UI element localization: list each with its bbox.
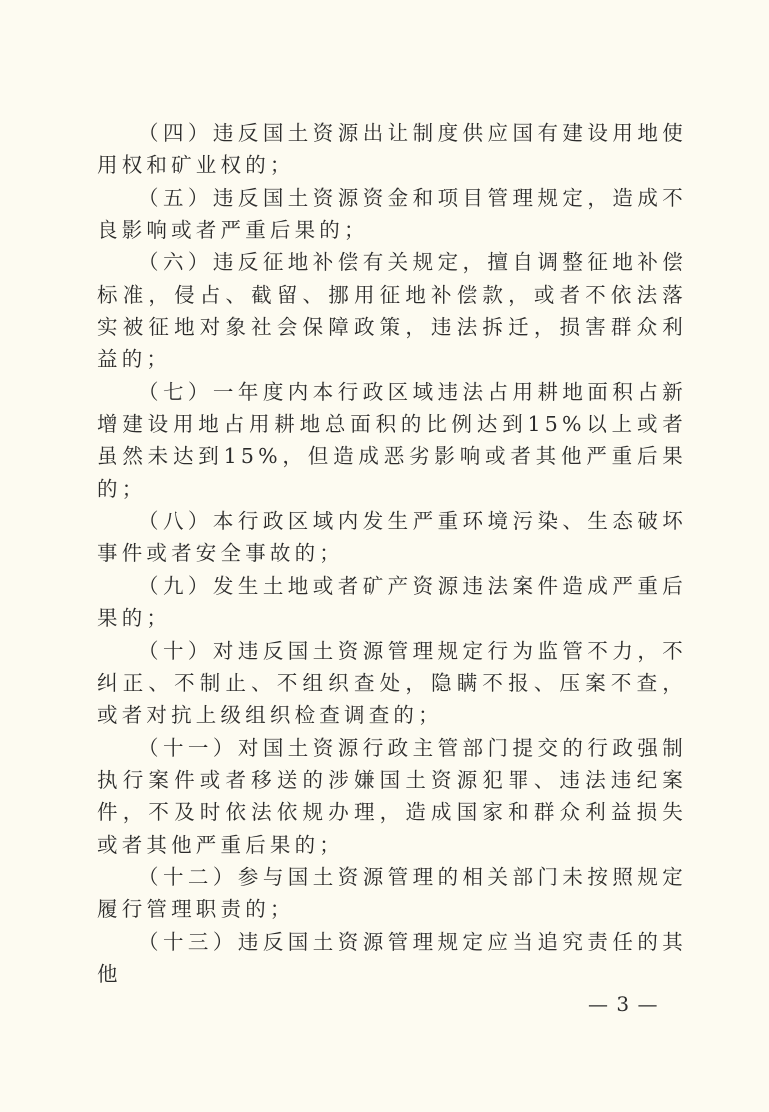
paragraph-item-10: （十）对违反国土资源管理规定行为监管不力，不纠正、不制止、不组织查处，隐瞒不报、压案不查，或者对抗上级组织检查调查的； <box>97 638 687 728</box>
paragraph-item-7: （七）一年度内本行政区域违法占用耕地面积占新增建设用地占用耕地总面积的比例达到15%以上或者虽然未达到15%，但造成恶劣影响或者其他严重后果的； <box>97 379 687 501</box>
paragraph-item-9: （九）发生土地或者矿产资源违法案件造成严重后果的； <box>97 573 687 631</box>
paragraph-item-12: （十二）参与国土资源管理的相关部门未按照规定履行管理职责的； <box>97 864 687 922</box>
paragraph-item-8: （八）本行政区域内发生严重环境污染、生态破坏事件或者安全事故的； <box>97 509 687 566</box>
paragraph-item-13: （十三）违反国土资源管理规定应当追究责任的其他 <box>97 929 687 986</box>
page-number: — 3 — <box>588 992 659 1016</box>
paragraph-item-4: （四）违反国土资源出让制度供应国有建设用地使用权和矿业权的； <box>97 121 687 178</box>
paragraph-item-11: （十一）对国土资源行政主管部门提交的行政强制执行案件或者移送的涉嫌国土资源犯罪、违法违纪案件，不及时依法依规办理，造成国家和群众利益损失或者其他严重后果的； <box>97 735 687 857</box>
document-body <box>97 117 687 990</box>
paragraph-item-5: （五）违反国土资源资金和项目管理规定，造成不良影响或者严重后果的； <box>97 185 687 243</box>
paragraph-item-6: （六）违反征地补偿有关规定，擅自调整征地补偿标准，侵占、截留、挪用征地补偿款，或者不依法落实被征地对象社会保障政策，违法拆迁，损害群众利益的； <box>97 250 687 372</box>
